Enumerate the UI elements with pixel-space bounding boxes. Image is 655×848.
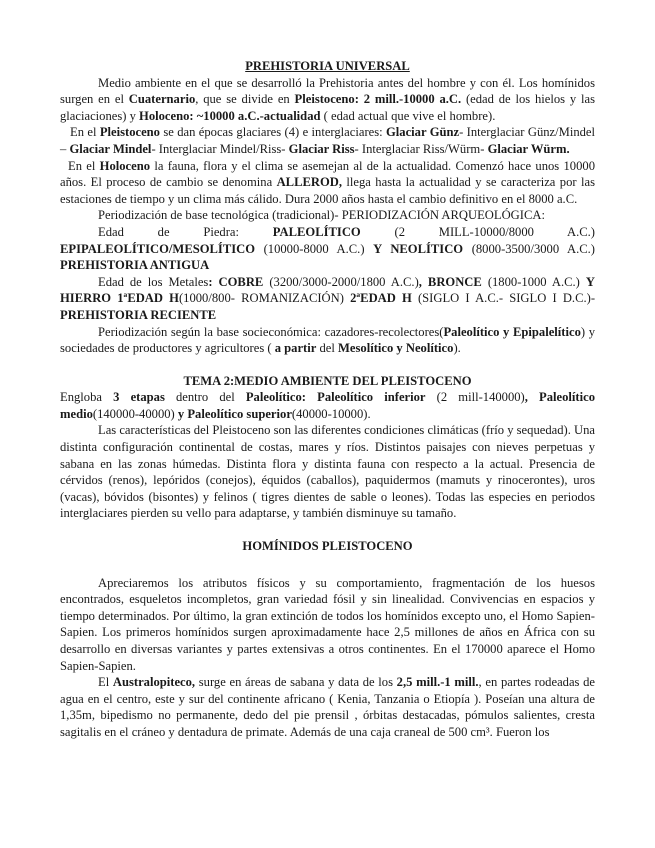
section-title-tema2: TEMA 2:MEDIO AMBIENTE DEL PLEISTOCENO <box>183 373 472 388</box>
spacer <box>60 522 595 538</box>
paragraph-edad-piedra: Edad de Piedra: PALEOLÍTICO (2 MILL-10000/8000 A.C.) EPIPALEOLÍTICO/MESOLÍTICO (10000-8000 A.C.) Y NEOLÍTICO (8000-3500/3000 A.C.) PREHISTORIA ANTIGUA <box>60 224 596 273</box>
paragraph-engloba: Engloba 3 etapas dentro del Paleolítico: Paleolítico inferior (2 mill-140000), Paleolítico medio(140000-40000) y Paleolítico superior(40000-10000). <box>60 390 596 421</box>
section-title-hominidos: HOMÍNIDOS PLEISTOCENO <box>242 539 413 554</box>
document-page <box>60 58 595 741</box>
paragraph-intro: Medio ambiente en el que se desarrolló la Prehistoria antes del hombre y con él. Los homínidos surgen en el Cuaternario, que se divide en Pleistoceno: 2 mill.-10000 a.C. (edad de los hielos y las glaciaciones) y Holoceno: ~10000 a.C.-actualidad ( edad actual que vive el hombre). <box>60 75 595 123</box>
paragraph-holoceno: En el Holoceno la fauna, flora y el clima se asemejan al de la actualidad. Comenzó hace unos 10000 años. El proceso de cambio se denomina ALLEROD, llega hasta la actualidad y se caracteriza por las estaciones de tiempo y un clima más cálido. Dura 2000 años hasta el cambio definitivo en el 8000 a.C. <box>60 158 595 206</box>
spacer <box>60 555 595 575</box>
spacer <box>60 357 595 373</box>
paragraph-caracteristicas: Las características del Pleistoceno son las diferentes condiciones climáticas (frío y sequedad). Una distinta configuración continental de costas, mares y ríos. Distintos paisajes con nieves perpetuas y sabana en las zonas húmedas. Distinta flora y distinta fauna con respecto a la actual. Presencia de cérvidos (renos), lepóridos (conejos), équidos (caballos), paquidermos (mamuts y rinocerontes), uros (vacas), bóvidos (bisontes) y felinos ( tigres dientes de sable o leones). Todas las especies en periodos interglaciares pierden su vello para adaptarse, y también disminuye su tamaño. <box>60 423 595 521</box>
paragraph-periodizacion-socioeconomica: Periodización según la base socieconómica: cazadores-recolectores(Paleolítico y Epipalelítico) y sociedades de productores y agricultores ( a partir del Mesolítico y Neolítico). <box>60 324 596 356</box>
paragraph-australopiteco: El Australopiteco, surge en áreas de sabana y data de los 2,5 mill.-1 mill., en partes rodeadas de agua en el centro, este y sur del continente africano ( Kenia, Tanzania o Etiopía ). Poseían una altura de 1,35m, bipedismo no permanente, dedo del pie prensil , órbitas destacadas, pómulos salientes, cresta sagitalis en el cráneo y dentadura de primate. Además de una caja craneal de 500 cm³. Fueron los <box>60 675 596 739</box>
main-title: PREHISTORIA UNIVERSAL <box>245 59 410 73</box>
paragraph-pleistoceno: En el Pleistoceno se dan épocas glaciares (4) e interglaciares: Glaciar Günz- Interglaciar Günz/Mindel – Glaciar Mindel- Interglaciar Mindel/Riss- Glaciar Riss- Interglaciar Riss/Würm- Glaciar Würm. <box>60 125 595 156</box>
paragraph-edad-metales: Edad de los Metales: COBRE (3200/3000-2000/1800 A.C.), BRONCE (1800-1000 A.C.) Y HIERRO 1ªEDAD H(1000/800- ROMANIZACIÓN) 2ªEDAD H (SIGLO I A.C.- SIGLO I D.C.)- PREHISTORIA RECIENTE <box>60 274 596 322</box>
paragraph-atributos: Apreciaremos los atributos físicos y su comportamiento, fragmentación de los huesos encontrados, esqueletos incompletos, gran variedad fósil y sin linealidad. Convivencias en espacios y tiempo determinados. Por último, la gran extinción de todos los homínidos excepto uno, el Homo Sapien-Sapien. Los primeros homínidos surgen aproximadamente hace 2,5 millones de años en África con su desarrollo en diversas variantes y partes extensivas a otros continentes. En el 170000 aparece el Homo Sapien-Sapien. <box>60 575 595 673</box>
paragraph-periodizacion-tecnologica: Periodización de base tecnológica (tradicional)- PERIODIZACIÓN ARQUEOLÓGICA: <box>98 208 545 223</box>
